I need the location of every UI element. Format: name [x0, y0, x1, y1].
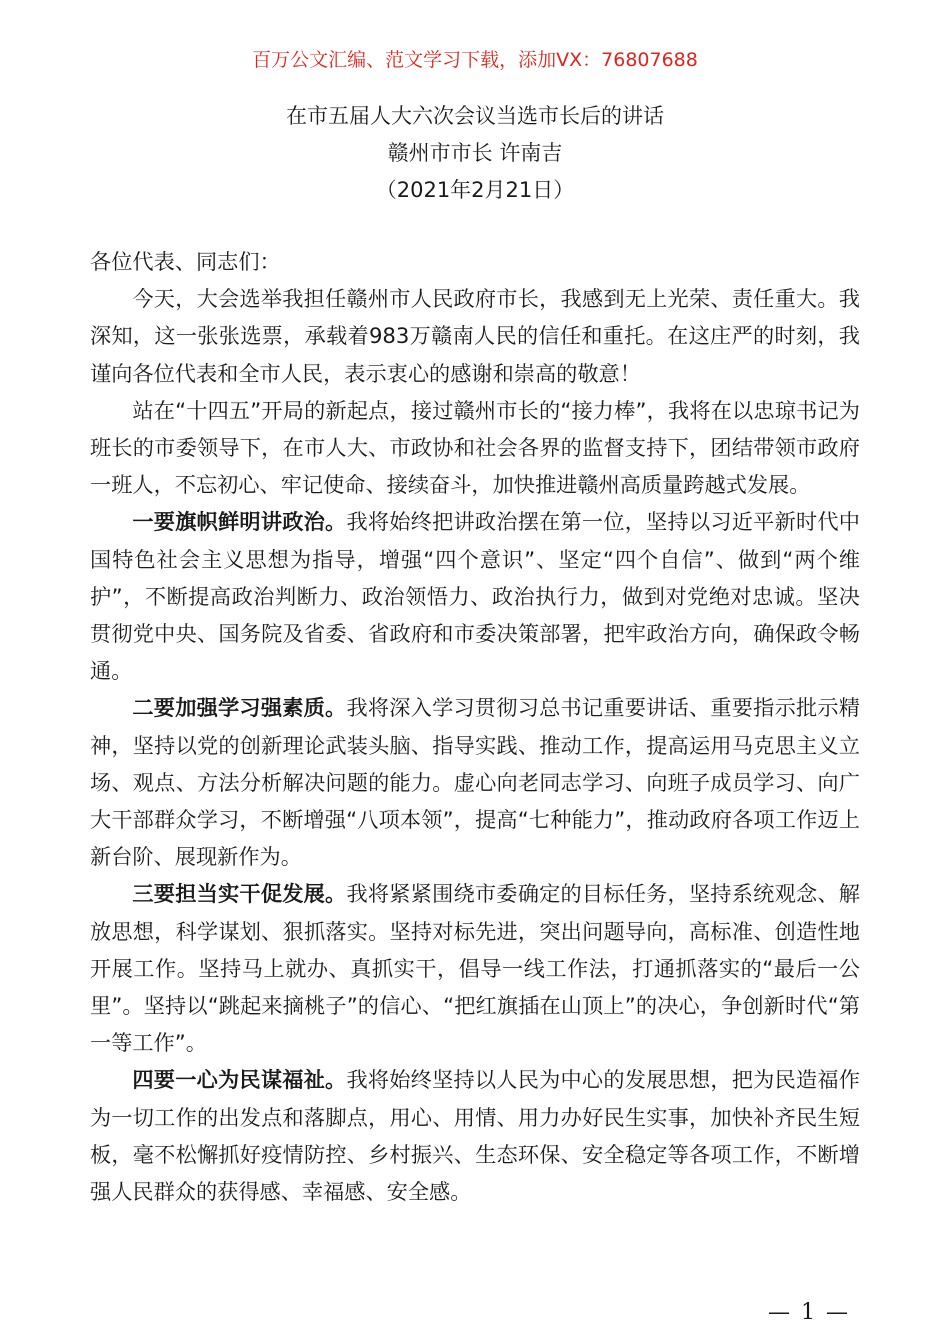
paragraph-text: 我将紧紧围绕市委确定的目标任务，坚持系统观念、解放思想，科学谋划、狠抓落实。坚持对标先进，突出问题导向，高标准、创造性地开展工作。坚持马上就办、真抓实干，倡导一线工作法，打通抓落实的“最后一公里”。坚持以“跳起来摘桃子”的信心、“把红旗插在山顶上”的决心，争创新时代“第一等工作”。 — [90, 881, 860, 1056]
paragraph-text: 我将始终坚持以人民为中心的发展思想，把为民造福作为一切工作的出发点和落脚点，用心、用情、用力办好民生实事，加快补齐民生短板，毫不松懈抓好疫情防控、乡村振兴、生态环保、安全稳定等各项工作，不断增强人民群众的获得感、幸福感、安全感。 — [90, 1067, 860, 1205]
promo-banner: 百万公文汇编、范文学习下载，添加VX：76807688 — [252, 49, 698, 71]
speaker-line: 赣州市市长 许南吉 — [387, 141, 563, 165]
paragraph-text: 我将始终把讲政治摆在第一位，坚持以习近平新时代中国特色社会主义思想为指导，增强“四个意识”、坚定“四个自信”、做到“两个维护”，不断提高政治判断力、政治领悟力、政治执行力，做到对党绝对忠诚。坚决贯彻党中央、国务院及省委、省政府和市委决策部署，把牢政治方向，确保政令畅通。 — [90, 509, 860, 684]
paragraph-4 — [90, 689, 860, 875]
paragraph-6 — [90, 1061, 860, 1210]
paragraph-2 — [90, 392, 860, 504]
document-title: 在市五届人大六次会议当选市长后的讲话 — [286, 104, 664, 128]
speech-body — [90, 243, 860, 1210]
paragraph-1 — [90, 280, 860, 392]
paragraph-heading: 一要旗帜鲜明讲政治。 — [132, 509, 347, 535]
paragraph-text: 我将深入学习贯彻习总书记重要讲话、重要指示批示精神，坚持以党的创新理论武装头脑、指导实践、推动工作，提高运用马克思主义立场、观点、方法分析解决问题的能力。虚心向老同志学习、向班子成员学习、向广大干部群众学习，不断增强“八项本领”，提高“七种能力”，推动政府各项工作迈上新台阶、展现新作为。 — [90, 695, 860, 870]
paragraph-text: 今天，大会选举我担任赣州市人民政府市长，我感到无上光荣、责任重大。我深知，这一张张选票，承载着983万赣南人民的信任和重托。在这庄严的时刻，我谨向各位代表和全市人民，表示衷心的感谢和崇高的敬意！ — [90, 286, 860, 386]
paragraph-3 — [90, 503, 860, 689]
salutation: 各位代表、同志们： — [90, 249, 281, 274]
paragraph-text: 站在“十四五”开局的新起点，接过赣州市长的“接力棒”，我将在以忠琼书记为班长的市委领导下，在市人大、市政协和社会各界的监督支持下，团结带领市政府一班人，不忘初心、牢记使命、接续奋斗，加快推进赣州高质量跨越式发展。 — [90, 397, 860, 498]
paragraph-5 — [90, 875, 860, 1061]
paragraph-heading: 三要担当实干促发展。 — [132, 881, 347, 907]
page-number: — 1 — — [768, 1300, 850, 1325]
paragraph-heading: 二要加强学习强素质。 — [132, 695, 347, 721]
speech-date: （2021年2月21日） — [375, 178, 575, 202]
paragraph-heading: 四要一心为民谋福祉。 — [132, 1067, 347, 1093]
title-block — [0, 98, 950, 209]
